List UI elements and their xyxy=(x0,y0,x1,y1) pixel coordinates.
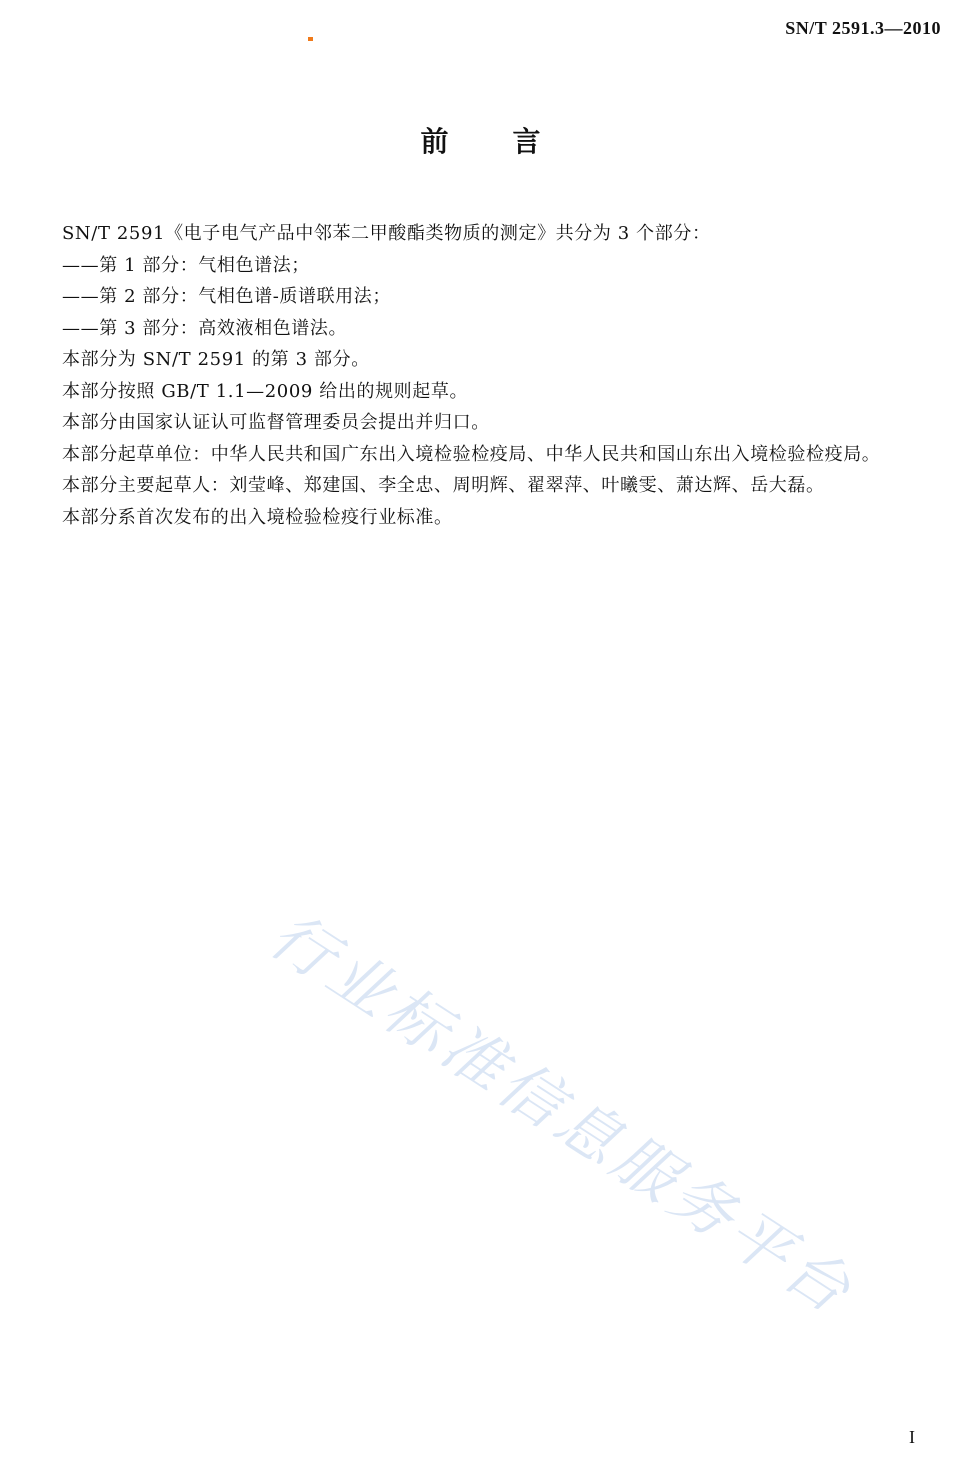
paragraph-first-release: 本部分系首次发布的出入境检验检疫行业标准。 xyxy=(62,506,453,528)
paragraph-drafters: 本部分主要起草人：刘莹峰、郑建国、李全忠、周明辉、翟翠萍、叶曦雯、萧达辉、岳大磊。 xyxy=(62,475,825,496)
paragraph-part-2: ——第 2 部分：气相色谱-质谱联用法； xyxy=(62,286,391,307)
orange-mark xyxy=(308,37,313,41)
document-code: SN/T 2591.3—2010 xyxy=(785,18,941,38)
page-title: 前言 xyxy=(420,125,605,158)
paragraph-intro: SN/T 2591《电子电气产品中邻苯二甲酸酯类物质的测定》共分为 3 个部分： xyxy=(62,223,711,244)
page-number: I xyxy=(909,1427,915,1447)
paragraph-part-3: ——第 3 部分：高效液相色谱法。 xyxy=(62,317,348,339)
foreword-body xyxy=(20,218,945,533)
paragraph-proposer: 本部分由国家认证认可监督管理委员会提出并归口。 xyxy=(62,412,490,433)
paragraph-part-1: ——第 1 部分：气相色谱法； xyxy=(62,254,310,276)
paragraph-drafting-rules: 本部分按照 GB/T 1.1—2009 给出的规则起草。 xyxy=(62,380,469,402)
paragraph-this-part: 本部分为 SN/T 2591 的第 3 部分。 xyxy=(62,349,370,370)
paragraph-drafting-units: 本部分起草单位：中华人民共和国广东出入境检验检疫局、中华人民共和国山东出入境检验检疫局。 xyxy=(62,443,881,465)
watermark: 行业标准信息服务平台 xyxy=(257,898,868,1330)
